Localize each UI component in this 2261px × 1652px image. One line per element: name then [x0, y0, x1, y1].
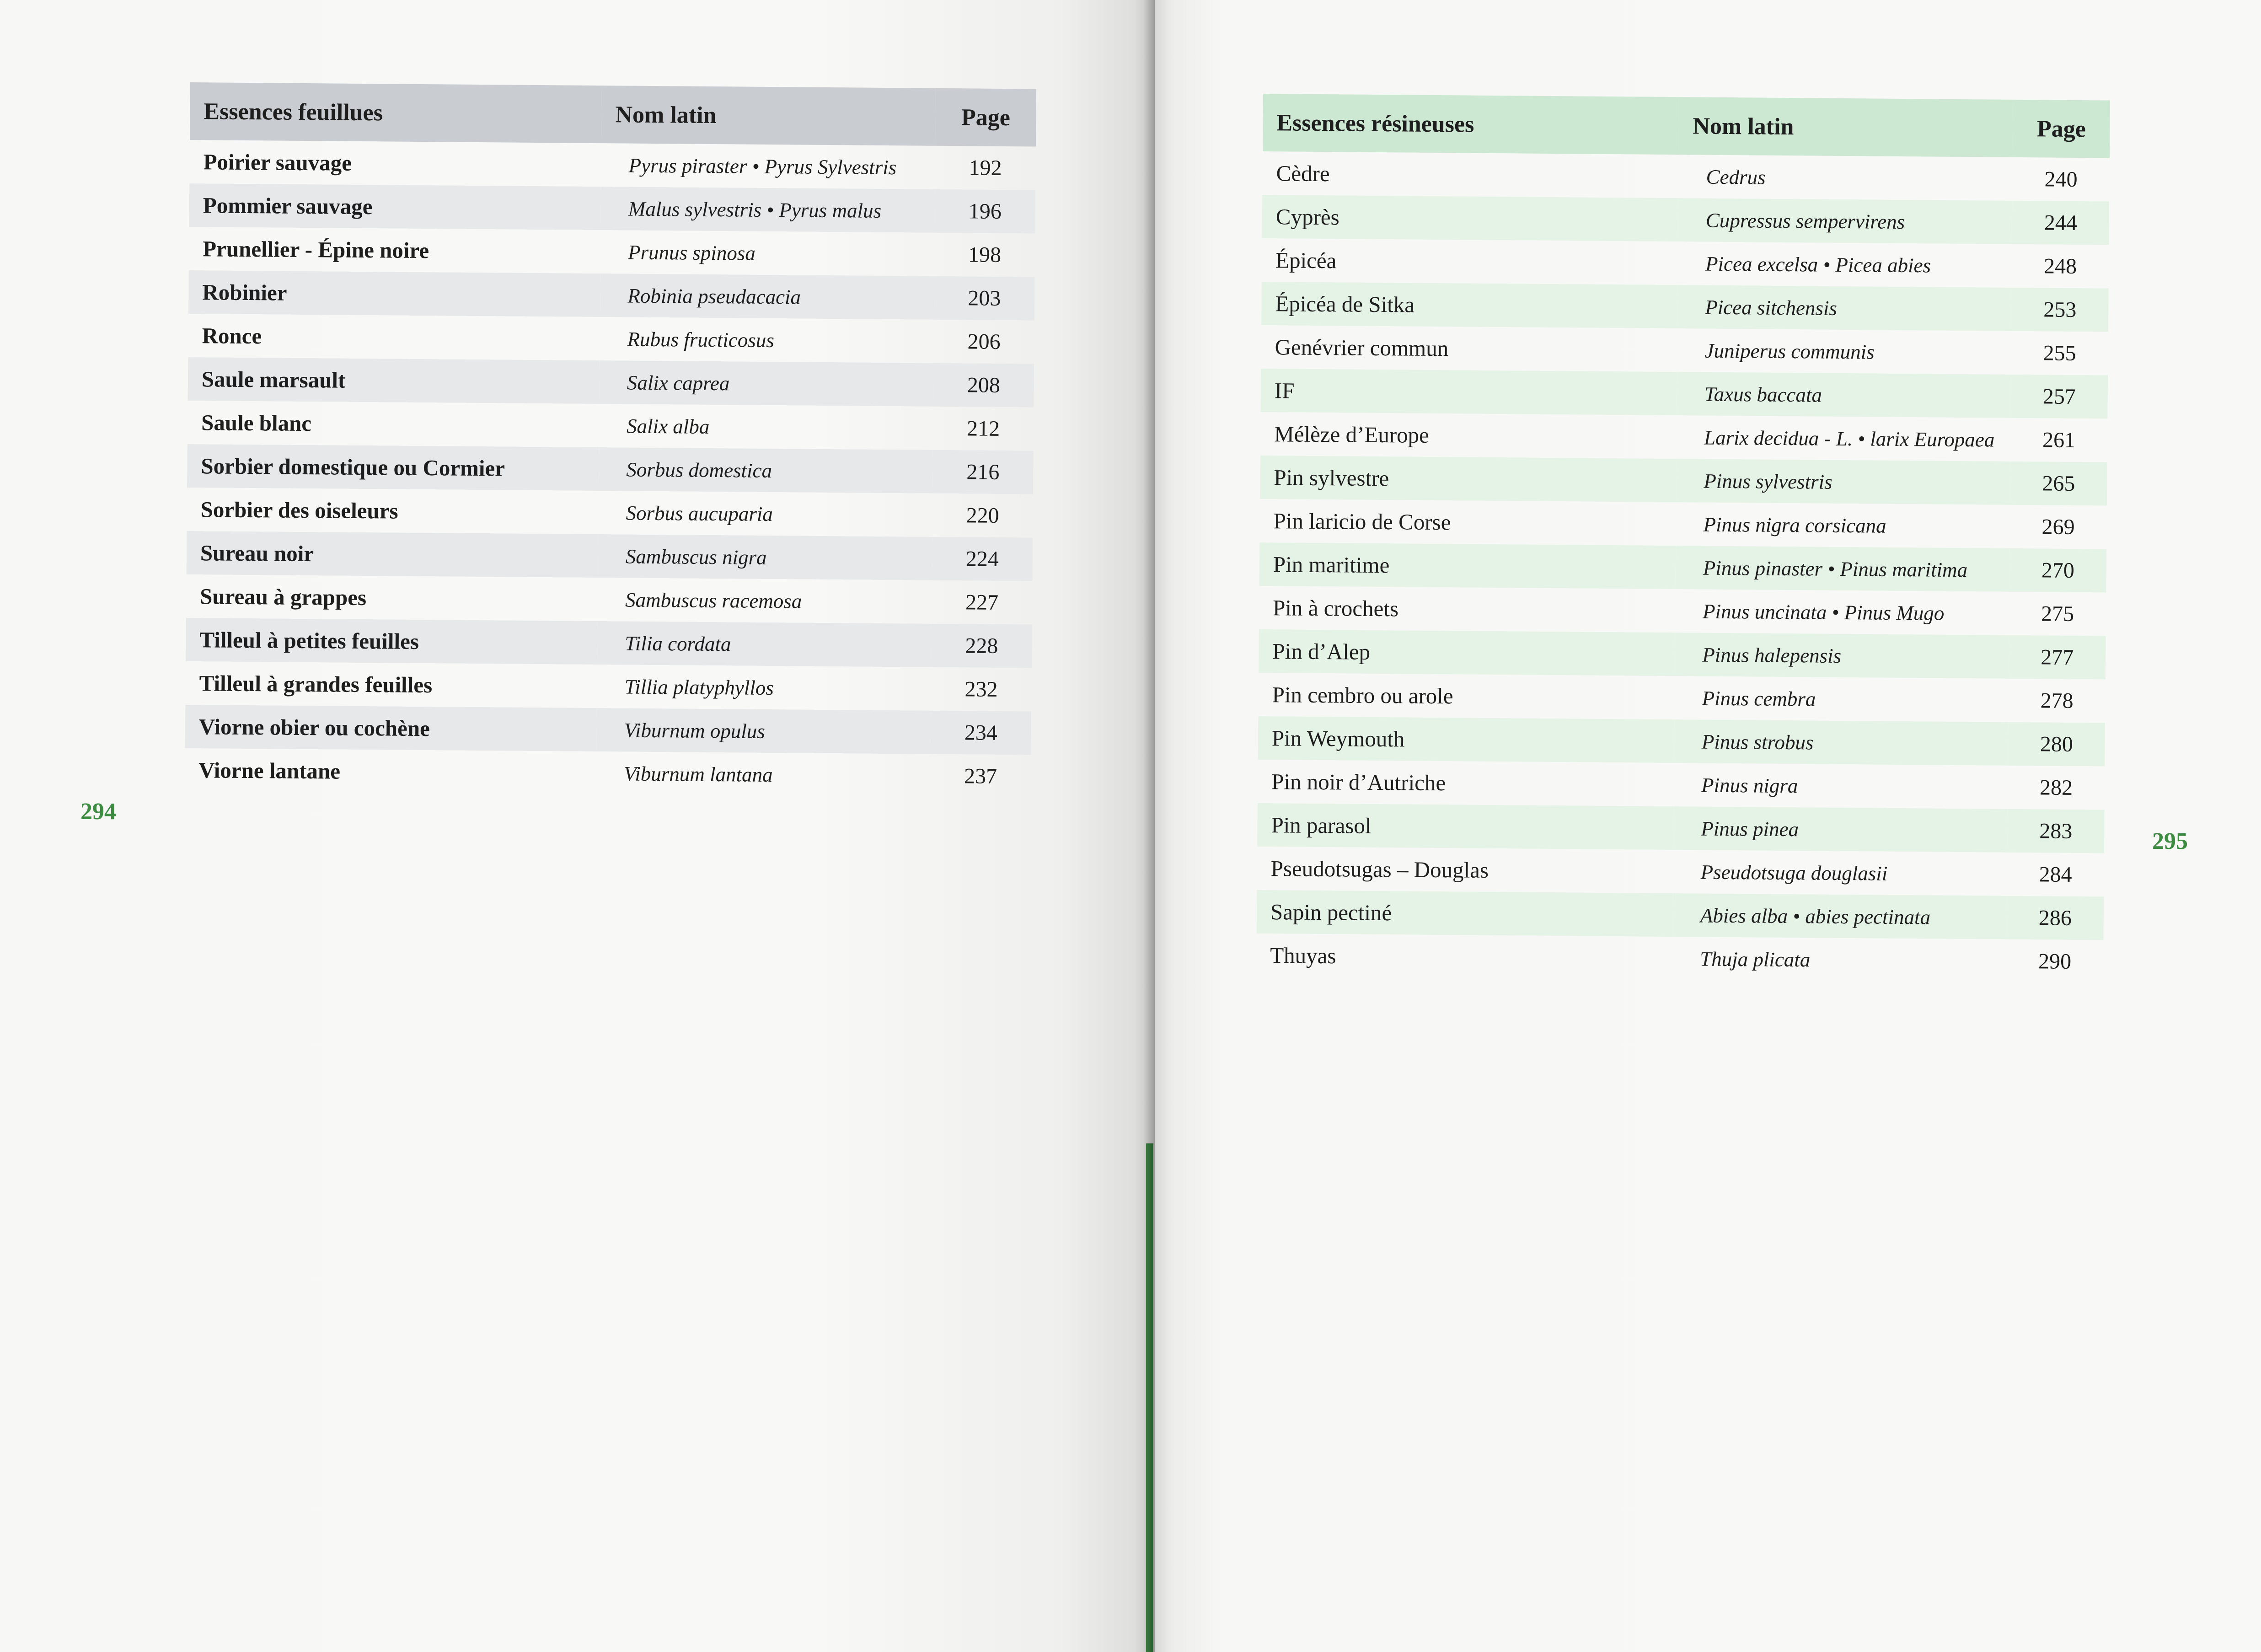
latin-name: Rubus fructicosus — [627, 327, 775, 352]
species-name: IF — [1274, 378, 1295, 403]
species-name: Cyprès — [1275, 204, 1339, 230]
table-row — [1257, 847, 2104, 897]
table-row — [1257, 890, 2104, 940]
latin-name: Thuja plicata — [1699, 947, 1811, 971]
latin-name: Prunus spinosa — [627, 241, 756, 265]
species-name: Mélèze d’Europe — [1274, 421, 1430, 448]
table-row — [189, 183, 1036, 234]
latin-name: Pinus cembra — [1702, 687, 1816, 711]
latin-name: Salix caprea — [627, 371, 730, 395]
species-name: Thuyas — [1270, 943, 1336, 969]
page-ref: 206 — [967, 329, 1001, 354]
species-name: Pommier sauvage — [203, 193, 373, 220]
species-name: Viorne lantane — [198, 757, 341, 784]
species-name: Sureau noir — [200, 540, 314, 567]
species-name: Viorne obier ou cochène — [198, 714, 430, 741]
page-ref: 212 — [966, 416, 1000, 441]
species-name: Pin noir d’Autriche — [1271, 769, 1446, 796]
species-name: Tilleul à grandes feuilles — [199, 670, 433, 698]
species-name: Sorbier des oiseleurs — [200, 497, 398, 524]
page-ref: 198 — [968, 242, 1002, 267]
latin-name: Salix alba — [626, 414, 710, 438]
species-name: Ronce — [202, 323, 262, 349]
latin-name: Taxus baccata — [1704, 382, 1822, 407]
table-row — [186, 618, 1032, 668]
species-name: Sapin pectiné — [1270, 899, 1392, 926]
header-species: Essences résineuses — [1276, 109, 1474, 138]
table-header-row — [1263, 94, 2110, 158]
species-name: Cèdre — [1276, 161, 1330, 187]
page-ref: 280 — [2040, 732, 2073, 756]
species-name: Saule blanc — [201, 410, 312, 436]
page-ref: 203 — [968, 286, 1001, 311]
page-ref: 269 — [2041, 515, 2075, 539]
page-ref: 253 — [2043, 297, 2077, 322]
latin-name: Picea excelsa • Picea abies — [1705, 252, 1931, 277]
cover-edge — [1146, 1143, 1153, 1652]
table-row — [1260, 456, 2107, 506]
page-ref: 216 — [966, 460, 1000, 484]
latin-name: Malus sylvestris • Pyrus malus — [628, 197, 882, 222]
species-name: Pin cembro ou arole — [1272, 682, 1453, 709]
table-row — [188, 314, 1034, 364]
latin-name: Pinus strobus — [1701, 730, 1814, 754]
table-row — [185, 748, 1031, 799]
latin-name: Sorbus aucuparia — [626, 501, 773, 526]
conifer-species-table — [1256, 94, 2110, 983]
table-row — [1258, 716, 2106, 767]
page-ref: 270 — [2041, 558, 2075, 583]
header-latin-name: Nom latin — [1693, 113, 1794, 140]
page-ref: 237 — [964, 764, 997, 788]
species-name: Sorbier domestique ou Cormier — [201, 453, 505, 481]
table-row — [189, 140, 1036, 190]
latin-name: Pinus sylvestris — [1704, 469, 1832, 493]
species-name: Prunellier - Épine noire — [202, 236, 429, 263]
latin-name: Picea sitchensis — [1705, 295, 1838, 320]
species-name: Sureau à grappes — [199, 584, 367, 611]
page-ref: 257 — [2042, 384, 2076, 409]
latin-name: Cupressus sempervirens — [1705, 209, 1905, 233]
deciduous-species-table — [185, 82, 1036, 798]
species-name: Pin maritime — [1273, 552, 1390, 578]
table-row — [187, 444, 1034, 494]
latin-name: Pinus uncinata • Pinus Mugo — [1702, 600, 1945, 625]
species-name: Épicéa de Sitka — [1275, 291, 1415, 317]
table-row — [188, 357, 1034, 408]
page-ref: 234 — [964, 720, 998, 745]
species-name: Tilleul à petites feuilles — [199, 627, 419, 654]
page-ref: 220 — [966, 503, 999, 528]
table-header-row — [190, 82, 1036, 147]
latin-name: Pinus halepensis — [1702, 643, 1842, 667]
latin-name: Pinus pinaster • Pinus maritima — [1703, 556, 1968, 581]
species-name: Pin sylvestre — [1274, 465, 1389, 491]
page-ref: 284 — [2039, 862, 2072, 887]
header-species: Essences feuillues — [204, 98, 383, 126]
table-row — [1256, 933, 2104, 984]
latin-name: Tillia platyphyllos — [624, 675, 774, 699]
table-row — [1257, 803, 2105, 853]
species-name: Pin laricio de Corse — [1273, 508, 1451, 535]
page-number-right: 295 — [2152, 828, 2188, 854]
page-ref: 192 — [969, 156, 1002, 180]
latin-name: Sambuscus racemosa — [625, 588, 802, 613]
species-name: Pin parasol — [1271, 812, 1372, 838]
table-row — [1258, 673, 2106, 723]
table-row — [1262, 238, 2109, 289]
latin-name: Abies alba • abies pectinata — [1700, 904, 1931, 929]
table-row — [188, 401, 1034, 451]
table-row — [188, 270, 1035, 321]
page-ref: 282 — [2039, 775, 2073, 800]
table-row — [1258, 760, 2105, 810]
latin-name: Sorbus domestica — [626, 458, 772, 482]
latin-name: Robinia pseudacacia — [627, 284, 801, 308]
latin-name: Pinus nigra corsicana — [1703, 513, 1886, 537]
species-name: Saule marsault — [201, 366, 346, 393]
table-row — [187, 488, 1033, 538]
page-ref: 244 — [2044, 210, 2078, 235]
table-row — [1262, 151, 2110, 202]
latin-name: Viburnum opulus — [624, 718, 766, 743]
table-row — [1260, 412, 2108, 462]
latin-name: Tilia cordata — [625, 632, 731, 655]
page-ref: 227 — [965, 590, 999, 615]
species-name: Robinier — [202, 279, 287, 306]
latin-name: Pyrus piraster • Pyrus Sylvestris — [628, 154, 897, 179]
species-name: Pin Weymouth — [1271, 725, 1405, 752]
page-ref: 290 — [2038, 949, 2072, 974]
species-name: Pin à crochets — [1272, 595, 1399, 622]
species-name: Épicéa — [1275, 247, 1337, 274]
table-row — [1261, 369, 2108, 419]
page-ref: 228 — [965, 633, 998, 658]
page-ref: 278 — [2040, 688, 2073, 713]
page-ref: 265 — [2042, 471, 2075, 496]
header-latin-name: Nom latin — [615, 101, 717, 129]
table-row — [1259, 586, 2106, 636]
species-name: Genévrier commun — [1275, 334, 1449, 361]
latin-name: Sambuscus nigra — [625, 545, 767, 569]
page-ref: 286 — [2038, 906, 2072, 930]
page-ref: 275 — [2041, 601, 2074, 626]
page-ref: 283 — [2039, 819, 2073, 843]
page-ref: 224 — [965, 547, 999, 571]
table-row — [185, 661, 1032, 712]
species-name: Pin d’Alep — [1272, 638, 1371, 665]
page-number-left: 294 — [80, 799, 116, 825]
latin-name: Pseudotsuga douglasii — [1700, 860, 1888, 885]
header-page: Page — [961, 104, 1011, 131]
table-row — [1261, 282, 2109, 332]
table-row — [1259, 499, 2107, 549]
page-ref: 208 — [967, 373, 1001, 397]
table-row — [1262, 195, 2110, 245]
table-row — [186, 574, 1033, 625]
page-ref: 248 — [2043, 254, 2077, 279]
table-row — [185, 705, 1032, 755]
page-ref: 261 — [2042, 428, 2076, 452]
species-name: Pseudotsugas – Douglas — [1270, 856, 1489, 883]
page-ref: 232 — [964, 677, 998, 702]
table-row — [1261, 325, 2108, 375]
table-row — [189, 227, 1035, 277]
table-row — [187, 531, 1033, 581]
page-ref: 255 — [2043, 341, 2076, 365]
table-row — [1259, 629, 2106, 680]
page-ref: 196 — [968, 199, 1002, 224]
header-page: Page — [2036, 115, 2086, 142]
latin-name: Cedrus — [1706, 165, 1766, 189]
latin-name: Pinus nigra — [1701, 773, 1798, 797]
latin-name: Viburnum lantana — [623, 762, 773, 786]
species-name: Poirier sauvage — [203, 149, 352, 176]
latin-name: Juniperus communis — [1704, 339, 1875, 364]
page-ref: 277 — [2041, 645, 2074, 670]
table-row — [1259, 542, 2107, 593]
latin-name: Pinus pinea — [1701, 817, 1799, 841]
latin-name: Larix decidua - L. • larix Europaea — [1704, 426, 1995, 451]
page-ref: 240 — [2044, 167, 2078, 192]
